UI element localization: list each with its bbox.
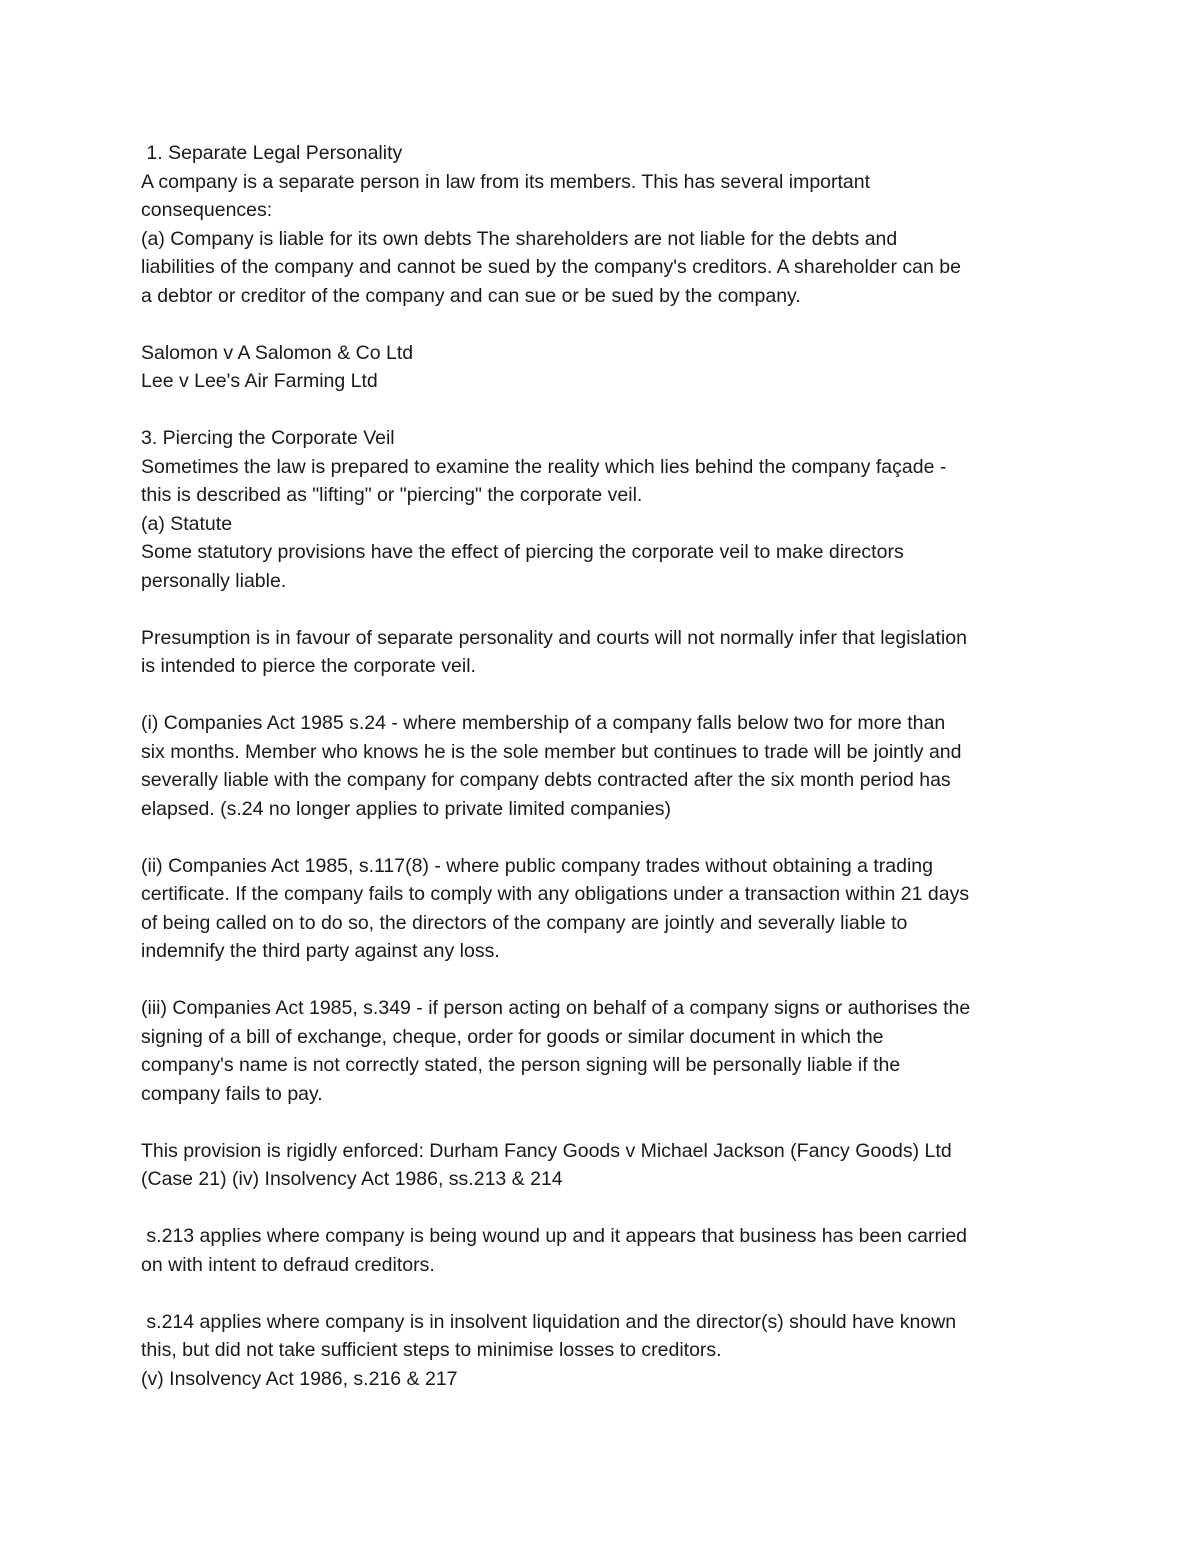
blank-line (141, 310, 1071, 339)
blank-line (141, 595, 1071, 624)
document-page (141, 139, 1071, 1393)
text-line: Presumption is in favour of separate personality and courts will not normally infer that legislation (141, 626, 967, 649)
text-line: consequences: (141, 199, 273, 221)
text-line: s.214 applies where company is in insolvent liquidation and the director(s) should have known (141, 1310, 957, 1333)
blank-line (141, 1108, 1071, 1137)
text-line: (a) Statute (141, 512, 233, 535)
text-line: this, but did not take sufficient steps to minimise losses to creditors. (141, 1339, 722, 1361)
text-line: indemnify the third party against any loss. (141, 940, 500, 962)
blank-line (141, 1279, 1071, 1308)
text-line: Sometimes the law is prepared to examine the reality which lies behind the company façade - (141, 455, 947, 478)
text-line: is intended to pierce the corporate veil. (141, 655, 476, 677)
text-line: Some statutory provisions have the effect of piercing the corporate veil to make directors (141, 541, 904, 563)
text-line: (ii) Companies Act 1985, s.117(8) - where public company trades without obtaining a trading (141, 854, 933, 877)
text-line: liabilities of the company and cannot be sued by the company's creditors. A shareholder can be (141, 256, 961, 278)
text-line: A company is a separate person in law from its members. This has several important (141, 170, 871, 193)
text-line: elapsed. (s.24 no longer applies to private limited companies) (141, 797, 672, 820)
text-line: (a) Company is liable for its own debts The shareholders are not liable for the debts and (141, 227, 898, 250)
text-line: six months. Member who knows he is the sole member but continues to trade will be jointly and (141, 740, 962, 763)
text-line: of being called on to do so, the directors of the company are jointly and severally liable to (141, 911, 908, 934)
text-line: Lee v Lee's Air Farming Ltd (141, 370, 378, 392)
text-line: (v) Insolvency Act 1986, s.216 & 217 (141, 1367, 458, 1390)
text-line: (i) Companies Act 1985 s.24 - where membership of a company falls below two for more than (141, 712, 946, 734)
blank-line (141, 823, 1071, 852)
text-line: certificate. If the company fails to comply with any obligations under a transaction within 21 days (141, 883, 970, 905)
blank-line (141, 1194, 1071, 1223)
text-line: on with intent to defraud creditors. (141, 1253, 435, 1276)
text-line: (Case 21) (iv) Insolvency Act 1986, ss.213 & 214 (141, 1168, 563, 1190)
text-line: personally liable. (141, 569, 287, 592)
text-line: company's name is not correctly stated, the person signing will be personally liable if the (141, 1054, 901, 1076)
blank-line (141, 966, 1071, 995)
text-line: signing of a bill of exchange, cheque, order for goods or similar document in which the (141, 1025, 884, 1048)
text-line: s.213 applies where company is being wound up and it appears that business has been carried (141, 1225, 968, 1247)
text-line: severally liable with the company for company debts contracted after the six month period has (141, 769, 951, 791)
text-line: Salomon v A Salomon & Co Ltd (141, 341, 414, 364)
text-line: This provision is rigidly enforced: Durham Fancy Goods v Michael Jackson (Fancy Goods) Ltd (141, 1139, 952, 1162)
text-line: 3. Piercing the Corporate Veil (141, 427, 395, 449)
blank-line (141, 396, 1071, 425)
blank-line (141, 681, 1071, 710)
text-line: company fails to pay. (141, 1082, 323, 1105)
text-line: (iii) Companies Act 1985, s.349 - if person acting on behalf of a company signs or authorises the (141, 997, 971, 1019)
text-line: 1. Separate Legal Personality (141, 142, 403, 164)
text-line: this is described as "lifting" or "piercing" the corporate veil. (141, 484, 643, 506)
text-line: a debtor or creditor of the company and can sue or be sued by the company. (141, 284, 801, 307)
